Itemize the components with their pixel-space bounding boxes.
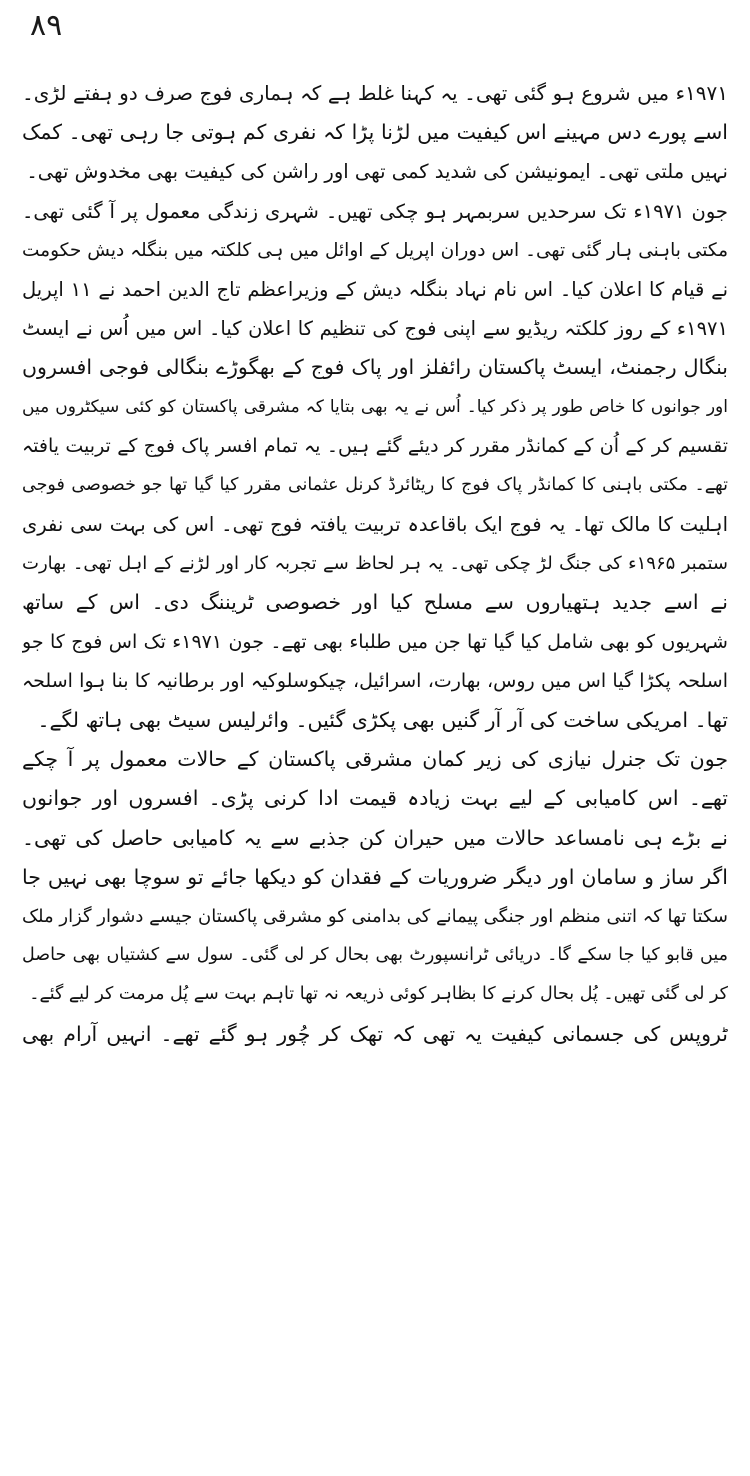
text-line: تھے۔ اس کامیابی کے لیے بہت زیادہ قیمت ادا کرنی پڑی۔ افسروں اور جوانوں — [22, 786, 728, 811]
text-line: تھا۔ امریکی ساخت کی آر آر گنیں بھی پکڑی گئیں۔ وائرلیس سیٹ بھی ہاتھ لگے۔ — [37, 708, 728, 732]
page-number: ۸۹ — [30, 8, 63, 43]
text-line: جون تک جنرل نیازی کی زیر کمان مشرقی پاکستان کے حالات معمول پر آ چکے — [22, 747, 728, 772]
text-line: اسلحہ پکڑا گیا اس میں روس، بھارت، اسرائیل، چیکوسلوکیہ اور برطانیہ کا بنا ہوا اسلحہ — [22, 669, 728, 692]
text-line: ٹروپس کی جسمانی کیفیت یہ تھی کہ تھک کر چُور ہو گئے تھے۔ انہیں آرام بھی — [22, 1021, 728, 1046]
text-line: نے بڑے ہی نامساعد حالات میں حیران کن جذبے سے یہ کامیابی حاصل کی تھی۔ — [22, 825, 728, 850]
text-line: شہریوں کو بھی شامل کیا گیا تھا جن میں طلباء بھی تھے۔ جون ۱۹۷۱ء تک اس فوج کا جو — [22, 630, 728, 653]
text-line: بنگال رجمنٹ، ایسٹ پاکستان رائفلز اور پاک فوج کے بھگوڑے بنگالی فوجی افسروں — [22, 355, 728, 380]
text-line: ۱۹۷۱ء کے روز کلکتہ ریڈیو سے اپنی فوج کی تنظیم کا اعلان کیا۔ اس میں اُس نے ایسٹ — [22, 317, 728, 341]
text-line: اگر ساز و سامان اور دیگر ضروریات کے فقدان کو دیکھا جائے تو سوچا بھی نہیں جا — [22, 864, 728, 889]
text-line: تقسیم کر کے اُن کے کمانڈر مقرر کر دیئے گئے ہیں۔ یہ تمام افسر پاک فوج کے تربیت یافتہ — [22, 434, 728, 457]
text-line: اہلیت کا مالک تھا۔ یہ فوج ایک باقاعدہ تربیت یافتہ فوج تھی۔ اس کی بہت سی نفری — [22, 513, 728, 537]
text-line: سکتا تھا کہ اتنی منظم اور جنگی پیمانے کی بدامنی کو مشرقی پاکستان جیسے دشوار گزار ملک — [22, 905, 728, 927]
body-text — [22, 74, 728, 1054]
text-line: مکتی باہنی ہار گئی تھی۔ اس دوران اپریل کے اوائل میں ہی کلکتہ میں بنگلہ دیش حکومت — [22, 239, 728, 261]
text-line: نے قیام کا اعلان کیا۔ اس نام نہاد بنگلہ دیش کے وزیراعظم تاج الدین احمد نے ۱۱ اپریل — [22, 277, 728, 301]
text-line: نے اسے جدید ہتھیاروں سے مسلح کیا اور خصوصی ٹریننگ دی۔ اس کے ساتھ — [22, 590, 728, 615]
text-line: اسے پورے دس مہینے اس کیفیت میں لڑنا پڑا کہ نفری کم ہوتی جا رہی تھی۔ کمک — [22, 120, 728, 145]
text-line: ۱۹۷۱ء میں شروع ہو گئی تھی۔ یہ کہنا غلط ہے کہ ہماری فوج صرف دو ہفتے لڑی۔ — [22, 81, 728, 105]
text-line: میں قابو کیا جا سکے گا۔ دریائی ٹرانسپورٹ بھی بحال کر لی گئی۔ سول سے کشتیاں بھی حاصل — [22, 945, 728, 966]
text-line: نہیں ملتی تھی۔ ایمونیشن کی شدید کمی تھی اور راشن کی کیفیت بھی مخدوش تھی۔ — [26, 160, 728, 184]
text-line: جون ۱۹۷۱ء تک سرحدیں سربمہر ہو چکی تھیں۔ شہری زندگی معمول پر آ گئی تھی۔ — [22, 199, 728, 223]
text-line: کر لی گئی تھیں۔ پُل بحال کرنے کا بظاہر کوئی ذریعہ نہ تھا تاہم بہت سے پُل مرمت کر لیے گئے۔ — [29, 984, 728, 1005]
text-line: ستمبر ۱۹۶۵ء کی جنگ لڑ چکی تھی۔ یہ ہر لحاظ سے تجربہ کار اور لڑنے کے اہل تھی۔ بھارت — [22, 553, 728, 575]
text-line: اور جوانوں کا خاص طور پر ذکر کیا۔ اُس نے یہ بھی بتایا کہ مشرقی پاکستان کو کئی سیکٹروں میں — [22, 396, 728, 417]
text-line: تھے۔ مکتی باہنی کا کمانڈر پاک فوج کا ریٹائرڈ کرنل عثمانی مقرر کیا گیا تھا جو خصوصی فوجی — [22, 474, 728, 495]
